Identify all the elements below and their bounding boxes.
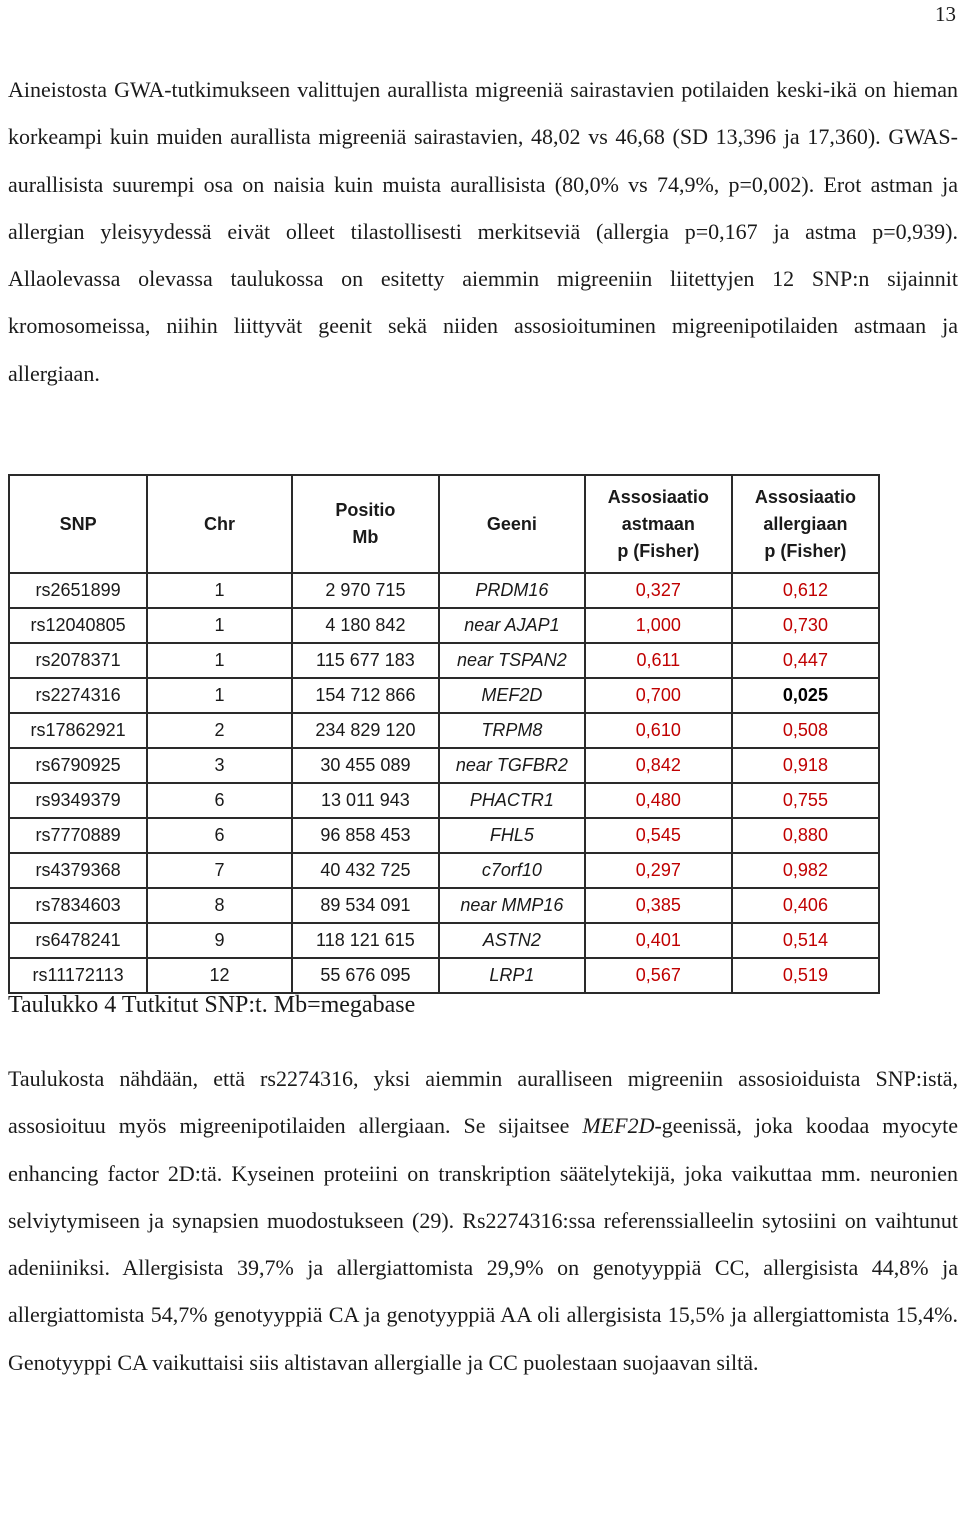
cell-snp: rs12040805 [9, 608, 147, 643]
table-header [9, 475, 879, 573]
cell-snp: rs2078371 [9, 643, 147, 678]
cell-asthma-p: 0,480 [585, 783, 732, 818]
cell-asthma-p: 0,700 [585, 678, 732, 713]
cell-gene: near AJAP1 [439, 608, 585, 643]
cell-allergy-p: 0,612 [732, 573, 879, 608]
cell-gene: near TGFBR2 [439, 748, 585, 783]
table-row [9, 678, 879, 713]
header-gene: Geeni [439, 475, 585, 573]
cell-position: 89 534 091 [292, 888, 439, 923]
cell-chr: 7 [147, 853, 292, 888]
snp-table [8, 474, 880, 994]
cell-chr: 9 [147, 923, 292, 958]
cell-allergy-p: 0,918 [732, 748, 879, 783]
cell-position: 234 829 120 [292, 713, 439, 748]
table-row [9, 643, 879, 678]
table-row [9, 923, 879, 958]
cell-asthma-p: 0,385 [585, 888, 732, 923]
cell-snp: rs9349379 [9, 783, 147, 818]
cell-gene: FHL5 [439, 818, 585, 853]
cell-snp: rs17862921 [9, 713, 147, 748]
cell-gene: TRPM8 [439, 713, 585, 748]
cell-snp: rs7834603 [9, 888, 147, 923]
cell-chr: 8 [147, 888, 292, 923]
cell-gene: c7orf10 [439, 853, 585, 888]
intro-paragraph: Aineistosta GWA-tutkimukseen valittujen aurallista migreeniä sairastavien potilaiden keski-ikä on hieman korkeampi kuin muiden aurallista migreeniä sairastavien, 48,02 vs 46,68 (SD 13,396 ja 17,360). GWAS-aurallisista suurempi osa on naisia kuin muista aurallisista (80,0% vs 74,9%, p=0,002). Erot astman ja allergian yleisyydessä eivät olleet tilastollisesti merkitseviä (allergia p=0,167 ja astma p=0,939). Allaolevassa olevassa taulukossa on esitetty aiemmin migreeniin liitettyjen 12 SNP:n sijainnit kromosomeissa, niihin liittyvät geenit sekä niiden assosioituminen migreenipotilaiden astmaan ja allergiaan. [8, 77, 958, 386]
table-row [9, 818, 879, 853]
cell-allergy-p: 0,730 [732, 608, 879, 643]
header-asthma-line1: Assosiaatio [607, 486, 709, 507]
header-position-line1: Positio [335, 500, 396, 520]
cell-chr: 1 [147, 678, 292, 713]
table-row [9, 888, 879, 923]
table-row [9, 608, 879, 643]
cell-asthma-p: 0,401 [585, 923, 732, 958]
cell-position: 30 455 089 [292, 748, 439, 783]
cell-asthma-p: 0,567 [585, 958, 732, 993]
table-caption: Taulukko 4 Tutkitut SNP:t. Mb=megabase [8, 992, 416, 1018]
cell-asthma-p: 0,545 [585, 818, 732, 853]
cell-allergy-p: 0,508 [732, 713, 879, 748]
table-row [9, 853, 879, 888]
table-row [9, 573, 879, 608]
cell-gene: near MMP16 [439, 888, 585, 923]
cell-allergy-p: 0,519 [732, 958, 879, 993]
cell-chr: 1 [147, 608, 292, 643]
table-row [9, 958, 879, 993]
gene-name: MEF2D [582, 1113, 655, 1139]
cell-position: 40 432 725 [292, 853, 439, 888]
cell-chr: 6 [147, 818, 292, 853]
header-allergy [732, 475, 879, 573]
header-chr: Chr [147, 475, 292, 573]
cell-asthma-p: 0,297 [585, 853, 732, 888]
cell-gene: near TSPAN2 [439, 643, 585, 678]
cell-snp: rs2274316 [9, 678, 147, 713]
cell-chr: 6 [147, 783, 292, 818]
header-position [292, 475, 439, 573]
cell-allergy-p-significant: 0,025 [732, 678, 879, 713]
table-row [9, 713, 879, 748]
cell-position: 4 180 842 [292, 608, 439, 643]
cell-position: 115 677 183 [292, 643, 439, 678]
cell-asthma-p: 0,327 [585, 573, 732, 608]
cell-position: 55 676 095 [292, 958, 439, 993]
header-asthma-line2: astmaan [621, 513, 695, 534]
cell-position: 2 970 715 [292, 573, 439, 608]
cell-snp: rs2651899 [9, 573, 147, 608]
cell-gene: PRDM16 [439, 573, 585, 608]
cell-chr: 1 [147, 573, 292, 608]
cell-allergy-p: 0,982 [732, 853, 879, 888]
cell-asthma-p: 0,610 [585, 713, 732, 748]
table-row [9, 783, 879, 818]
cell-position: 96 858 453 [292, 818, 439, 853]
cell-chr: 2 [147, 713, 292, 748]
cell-chr: 3 [147, 748, 292, 783]
cell-snp: rs11172113 [9, 958, 147, 993]
discussion-paragraph [8, 1055, 958, 1386]
cell-snp: rs7770889 [9, 818, 147, 853]
cell-chr: 1 [147, 643, 292, 678]
cell-gene: LRP1 [439, 958, 585, 993]
header-asthma-line3: p (Fisher) [617, 540, 700, 561]
cell-position: 154 712 866 [292, 678, 439, 713]
cell-allergy-p: 0,406 [732, 888, 879, 923]
cell-chr: 12 [147, 958, 292, 993]
cell-gene: ASTN2 [439, 923, 585, 958]
cell-asthma-p: 0,611 [585, 643, 732, 678]
header-allergy-line3: p (Fisher) [764, 540, 847, 561]
cell-asthma-p: 0,842 [585, 748, 732, 783]
cell-snp: rs6478241 [9, 923, 147, 958]
cell-gene: PHACTR1 [439, 783, 585, 818]
discussion-text-start: Taulukosta nähdään, että rs2274316, yksi aiemmin auralliseen migreeniin assosioiduista SNP:istä, assosioituu myös migreenipotilaiden allergiaan. Se sijaitsee [8, 1066, 958, 1139]
cell-allergy-p: 0,880 [732, 818, 879, 853]
cell-allergy-p: 0,447 [732, 643, 879, 678]
header-snp: SNP [9, 475, 147, 573]
cell-allergy-p: 0,755 [732, 783, 879, 818]
header-asthma [585, 475, 732, 573]
table-row [9, 748, 879, 783]
cell-allergy-p: 0,514 [732, 923, 879, 958]
cell-snp: rs4379368 [9, 853, 147, 888]
cell-gene: MEF2D [439, 678, 585, 713]
cell-snp: rs6790925 [9, 748, 147, 783]
discussion-text-end: -geenissä, joka koodaa myocyte enhancing factor 2D:tä. Kyseinen proteiini on transkription säätelytekijä, joka vaikuttaa mm. neuronien selviytymiseen ja synapsien muodostukseen (29). Rs2274316:ssa referenssialleelin sytosiini on vaihtunut adeniiniksi. Allergisista 39,7% ja allergiattomista 29,9% on genotyyppiä CC, allergisista 44,8% ja allergiattomista 54,7% genotyyppiä CA ja genotyyppiä AA oli allergisista 15,5% ja allergiattomista 15,4%. Genotyyppi CA vaikuttaisi siis altistavan allergialle ja CC puolestaan suojaavan siltä. [8, 1113, 959, 1375]
cell-position: 13 011 943 [292, 783, 439, 818]
cell-position: 118 121 615 [292, 923, 439, 958]
cell-asthma-p: 1,000 [585, 608, 732, 643]
header-allergy-line1: Assosiaatio [754, 486, 856, 507]
header-position-line2: Mb [352, 527, 379, 547]
header-allergy-line2: allergiaan [763, 513, 848, 534]
page-number: 13 [935, 2, 956, 26]
